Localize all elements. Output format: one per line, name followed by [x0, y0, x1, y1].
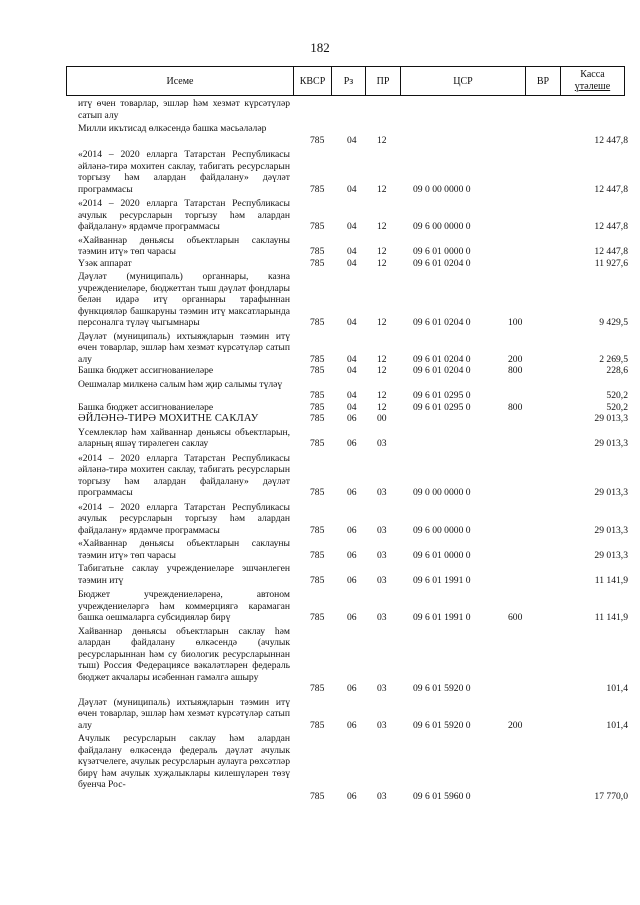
- row-name: Оешмалар милкенә салым һәм җир салымы түләү: [78, 378, 283, 390]
- row-name: Башка бюджет ассигнованиеләре: [78, 401, 214, 413]
- cell-csr: 09 6 01 5920 0: [413, 683, 471, 694]
- cell-csr: 09 6 01 1991 0: [413, 574, 471, 586]
- cell-kvsr: 785: [310, 413, 325, 424]
- cell-rz: 04: [347, 221, 357, 232]
- cell-sum: 12 447,8: [594, 246, 628, 257]
- table-row: [0, 413, 640, 425]
- table-row: [0, 365, 640, 377]
- table-row: [0, 626, 640, 695]
- cell-kvsr: 785: [310, 612, 325, 623]
- table-row: [0, 235, 640, 258]
- cell-pr: 12: [377, 134, 387, 146]
- table-row: [0, 502, 640, 537]
- cell-rz: 04: [347, 365, 357, 376]
- cell-csr: 09 6 01 0295 0: [413, 401, 471, 413]
- cell-rz: 04: [347, 401, 357, 413]
- table-row: [0, 198, 640, 233]
- table-row: [0, 271, 640, 329]
- column-header-csr: ЦСР: [401, 67, 526, 95]
- column-header-kvsr: КВСР: [294, 67, 332, 95]
- cell-kvsr: 785: [310, 719, 325, 731]
- cell-csr: 09 6 01 5920 0: [413, 719, 471, 731]
- cell-kvsr: 785: [310, 401, 325, 413]
- cell-pr: 03: [377, 790, 387, 802]
- cell-sum: 520,2: [606, 390, 628, 401]
- cell-sum: 29 013,3: [594, 549, 628, 561]
- cell-kvsr: 785: [310, 487, 325, 498]
- table-row: [0, 453, 640, 499]
- row-name: «Хайваннар дөньясы объектларын саклауны тәэмин итү» төп чарасы: [78, 234, 290, 257]
- cell-vr: 600: [508, 612, 523, 623]
- row-name: Ачулык ресурсларын саклау һәм алардан файдалану өлкәсендә федераль дәүләт ачулык күзәтчелеге, ачулык ресурсларын аулауга рөхсәтләр бирү һәм ачулык хуҗалыклары килешүләрен төзү буенча Рос-: [78, 733, 290, 790]
- cell-pr: 03: [377, 524, 387, 536]
- cell-kvsr: 785: [310, 365, 325, 376]
- cell-pr: 12: [377, 401, 387, 413]
- column-header-vr: ВР: [526, 67, 561, 95]
- kassa-label-line1: Касса: [580, 69, 605, 80]
- cell-kvsr: 785: [310, 790, 325, 802]
- cell-sum: 101,4: [606, 683, 628, 694]
- cell-kvsr: 785: [310, 134, 325, 146]
- cell-rz: 06: [347, 549, 357, 561]
- cell-kvsr: 785: [310, 221, 325, 232]
- cell-vr: 800: [508, 401, 523, 413]
- cell-kvsr: 785: [310, 183, 325, 195]
- cell-kvsr: 785: [310, 438, 325, 449]
- cell-csr: 09 0 00 0000 0: [413, 183, 471, 195]
- cell-pr: 12: [377, 257, 387, 269]
- cell-csr: 09 0 00 0000 0: [413, 487, 471, 498]
- cell-csr: 09 6 00 0000 0: [413, 221, 471, 232]
- cell-pr: 12: [377, 183, 387, 195]
- column-header-kassa: [561, 67, 624, 95]
- row-name: «2014 – 2020 елларга Татарстан Республикасы ачулык ресурсларын торгызу һәм алардан файдалану» ярдәмче программасы: [78, 501, 290, 536]
- cell-pr: 03: [377, 438, 387, 449]
- table-row: [0, 427, 640, 450]
- row-name: ӘЙЛӘНӘ-ТИРӘ МОХИТНЕ САКЛАУ: [78, 413, 259, 424]
- cell-pr: 12: [377, 221, 387, 232]
- cell-csr: 09 6 01 0204 0: [413, 353, 471, 365]
- cell-csr: 09 6 01 0295 0: [413, 390, 471, 401]
- cell-rz: 06: [347, 612, 357, 623]
- cell-rz: 04: [347, 246, 357, 257]
- row-name: «2014 – 2020 елларга Татарстан Республикасы әйләнә-тирә мохитен саклау, табигать ресурсларын торгызу һәм алардан файдалану» дәүләт программасы: [78, 452, 290, 498]
- cell-rz: 06: [347, 487, 357, 498]
- cell-rz: 06: [347, 683, 357, 694]
- cell-kvsr: 785: [310, 574, 325, 586]
- table-row: [0, 589, 640, 624]
- row-name: Бюджет учреждениеләренә, автоном учреждениеләргә һәм коммерциягә карамаган башка оешмаларга субсидияләр бирү: [78, 589, 290, 623]
- cell-pr: 03: [377, 487, 387, 498]
- cell-sum: 29 013,3: [594, 438, 628, 449]
- cell-sum: 101,4: [606, 719, 628, 731]
- cell-vr: 100: [508, 317, 523, 328]
- cell-pr: 03: [377, 549, 387, 561]
- table-row: [0, 331, 640, 366]
- table-row: [0, 379, 640, 402]
- table-row: [0, 98, 640, 121]
- cell-csr: 09 6 01 0000 0: [413, 246, 471, 257]
- cell-pr: 12: [377, 365, 387, 376]
- cell-pr: 12: [377, 246, 387, 257]
- cell-kvsr: 785: [310, 524, 325, 536]
- kassa-label-line2: үтәлеше: [574, 81, 611, 92]
- cell-rz: 06: [347, 524, 357, 536]
- cell-rz: 06: [347, 438, 357, 449]
- row-name: итү өчен товарлар, эшләр һәм хезмәт күрсәтүләр сатып алу: [78, 98, 290, 121]
- cell-kvsr: 785: [310, 317, 325, 328]
- cell-sum: 12 447,8: [594, 134, 628, 146]
- cell-pr: 03: [377, 683, 387, 694]
- cell-kvsr: 785: [310, 549, 325, 561]
- cell-sum: 228,6: [606, 365, 628, 376]
- cell-kvsr: 785: [310, 353, 325, 365]
- cell-sum: 2 269,5: [599, 353, 628, 365]
- cell-rz: 04: [347, 353, 357, 365]
- row-name: Дәүләт (муниципаль) органнары, казна учреждениеләре, бюджеттан тыш дәүләт фондлары белән идарә итү органнары тарафыннан функцияләр башкаруны тәэмин итү максатларында персоналга түләү чыгымнары: [78, 271, 290, 328]
- row-name: Табигатьне саклау учреждениеләре эшчәнлеген тәэмин итү: [78, 563, 290, 586]
- cell-sum: 520,2: [606, 401, 628, 413]
- cell-rz: 06: [347, 790, 357, 802]
- table-row: [0, 149, 640, 195]
- cell-kvsr: 785: [310, 246, 325, 257]
- cell-sum: 29 013,3: [594, 413, 628, 424]
- row-name: Үзәк аппарат: [78, 257, 132, 269]
- table-row: [0, 258, 640, 270]
- cell-sum: 29 013,3: [594, 524, 628, 536]
- cell-vr: 800: [508, 365, 523, 376]
- table-row: [0, 733, 640, 802]
- cell-rz: 06: [347, 413, 357, 424]
- column-header-pr: ПР: [366, 67, 401, 95]
- cell-rz: 04: [347, 317, 357, 328]
- cell-sum: 11 141,9: [594, 612, 628, 623]
- cell-rz: 04: [347, 257, 357, 269]
- cell-pr: 12: [377, 390, 387, 401]
- table-row: [0, 697, 640, 732]
- cell-csr: 09 6 01 0000 0: [413, 549, 471, 561]
- cell-vr: 200: [508, 353, 523, 365]
- table-row: [0, 123, 640, 146]
- cell-pr: 03: [377, 719, 387, 731]
- cell-rz: 04: [347, 134, 357, 146]
- cell-csr: 09 6 01 0204 0: [413, 365, 471, 376]
- cell-pr: 03: [377, 612, 387, 623]
- page-number: 182: [310, 40, 330, 55]
- cell-sum: 11 927,6: [594, 257, 628, 269]
- cell-pr: 12: [377, 353, 387, 365]
- cell-csr: 09 6 00 0000 0: [413, 524, 471, 536]
- row-name: «2014 – 2020 елларга Татарстан Республикасы әйләнә-тирә мохитен саклау, табигать ресурсларын торгызу һәм алардан файдалану» дәүләт программасы: [78, 149, 290, 195]
- cell-csr: 09 6 01 5960 0: [413, 790, 471, 802]
- cell-kvsr: 785: [310, 390, 325, 401]
- table-row: [0, 538, 640, 561]
- table-row: [0, 402, 640, 414]
- row-name: «2014 – 2020 елларга Татарстан Республикасы ачулык ресурсларын торгызу һәм алардан файдалану» ярдәмче программасы: [78, 198, 290, 232]
- row-name: Башка бюджет ассигнованиеләре: [78, 365, 214, 376]
- table-header: [66, 66, 625, 96]
- table-body: [0, 98, 640, 802]
- cell-sum: 29 013,3: [594, 487, 628, 498]
- cell-csr: 09 6 01 1991 0: [413, 612, 471, 623]
- cell-kvsr: 785: [310, 683, 325, 694]
- column-header-rz: Рз: [332, 67, 366, 95]
- cell-sum: 12 447,8: [594, 221, 628, 232]
- cell-sum: 17 770,0: [594, 790, 628, 802]
- cell-sum: 12 447,8: [594, 183, 628, 195]
- cell-rz: 04: [347, 183, 357, 195]
- cell-vr: 200: [508, 719, 523, 731]
- cell-rz: 06: [347, 719, 357, 731]
- row-name: Дәүләт (муниципаль) ихтыяҗларын тәэмин итү өчен товарлар, эшләр һәм хезмәт күрсәтүләр сатып алу: [78, 330, 290, 365]
- cell-sum: 9 429,5: [599, 317, 628, 328]
- row-name: Милли икътисад өлкәсендә башка мәсьәләләр: [78, 123, 267, 134]
- cell-pr: 00: [377, 413, 387, 424]
- column-header-name: Исеме: [67, 67, 294, 95]
- cell-rz: 04: [347, 390, 357, 401]
- cell-pr: 03: [377, 574, 387, 586]
- row-name: Үсемлекләр һәм хайваннар дөньясы объектларын, аларның яшәү тирәлеген саклау: [78, 426, 290, 449]
- cell-csr: 09 6 01 0204 0: [413, 317, 471, 328]
- row-name: Дәүләт (муниципаль) ихтыяҗларын тәэмин итү өчен товарлар, эшләр һәм хезмәт күрсәтүләр сатып алу: [78, 696, 290, 731]
- cell-rz: 06: [347, 574, 357, 586]
- cell-kvsr: 785: [310, 257, 325, 269]
- table-row: [0, 563, 640, 586]
- row-name: Хайваннар дөньясы объектларын саклау һәм алардан файдалану өлкәсендә (ачулык ресурсларыннан һәм су биологик ресурсларыннан тыш) Россия Федерациясе вәкаләтләрен федераль бюджет акчалары исәбеннән гамәлгә ашыру: [78, 625, 290, 683]
- cell-csr: 09 6 01 0204 0: [413, 257, 471, 269]
- cell-pr: 12: [377, 317, 387, 328]
- row-name: «Хайваннар дөньясы объектларын саклауны тәэмин итү» төп чарасы: [78, 538, 290, 561]
- cell-sum: 11 141,9: [594, 574, 628, 586]
